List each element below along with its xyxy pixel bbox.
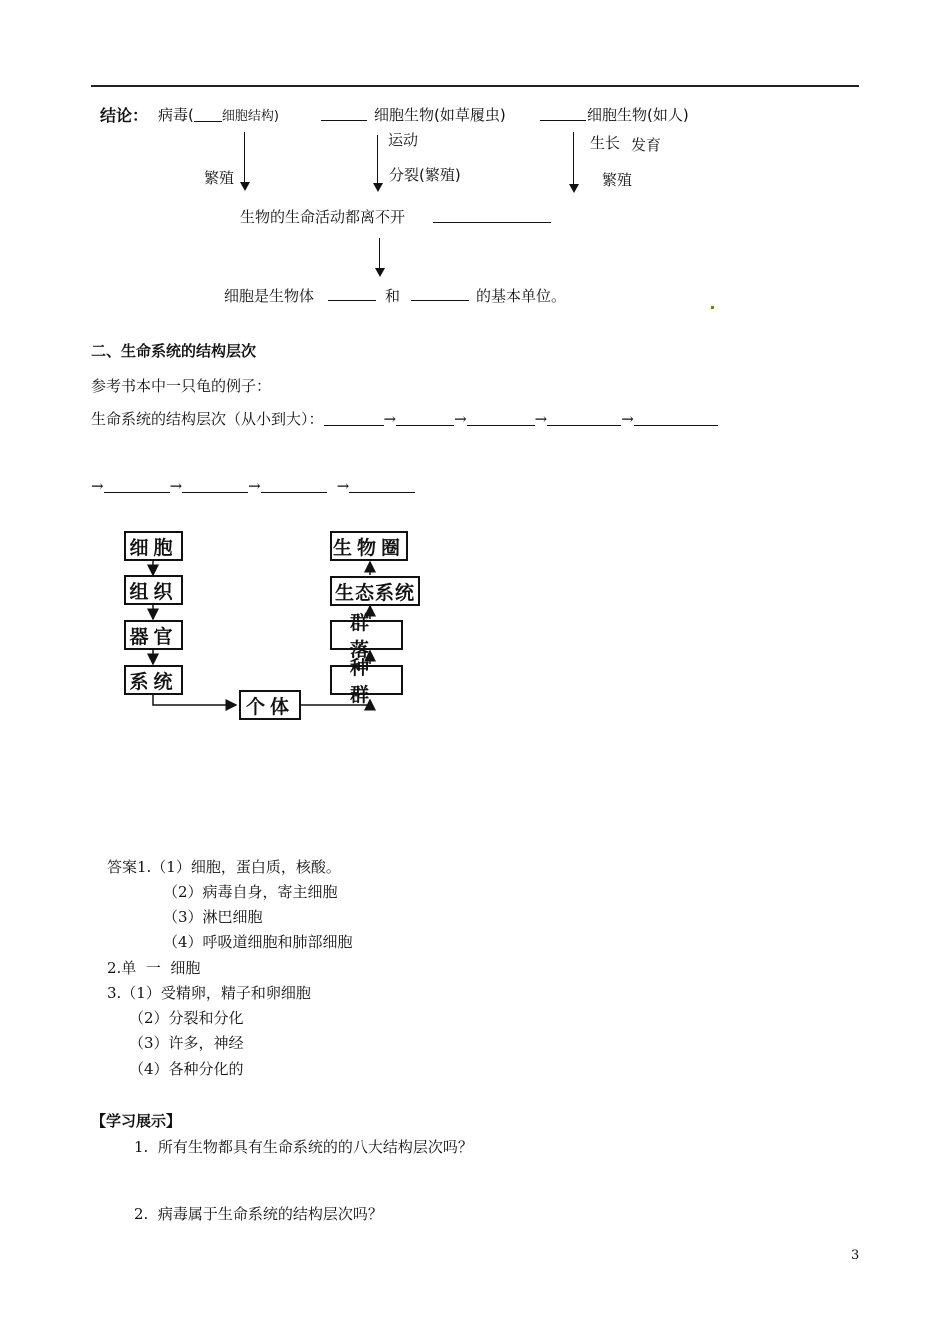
box-ecosystem: 生态系统 (330, 576, 420, 606)
answer-1-1: 答案1.（1）细胞，蛋白质，核酸。 (107, 858, 341, 876)
single-cell-label: 细胞生物(如草履虫) (374, 106, 506, 124)
levels-label: 生命系统的结构层次（从小到大）： (91, 410, 324, 428)
page-number: 3 (851, 1248, 860, 1263)
life-activity-label: 生物的生命活动都离不开 (240, 208, 406, 226)
box-cell: 细胞 (124, 531, 183, 561)
answer-3-3: （3）许多，神经 (129, 1034, 244, 1052)
box-system: 系统 (124, 665, 183, 695)
answer-1-3: （3）淋巴细胞 (163, 908, 263, 926)
answer-3-4: （4）各种分化的 (129, 1060, 244, 1078)
reproduce-virus-label: 繁殖 (204, 169, 235, 187)
basic-unit-label: 的基本单位。 (476, 287, 567, 305)
reproduce-human-label: 繁殖 (602, 171, 633, 189)
section2-heading: 二、生命系统的结构层次 (91, 342, 257, 360)
virus-label: 病毒( 细胞结构) (158, 106, 279, 124)
levels-line-2: → → → → (91, 476, 415, 495)
division-label: 分裂(繁殖) (389, 166, 461, 184)
study-question-2: 2. 病毒属于生命系统的结构层次吗？ (134, 1205, 383, 1223)
growth-label: 生长 (590, 134, 621, 152)
answer-3-1: 3.（1）受精卵，精子和卵细胞 (107, 984, 311, 1002)
study-question-1: 1. 所有生物都具有生命系统的的八大结构层次吗？ (134, 1138, 473, 1156)
levels-line-1: 生命系统的结构层次（从小到大）： → → → → (91, 408, 718, 429)
development-label: 发育 (631, 136, 662, 154)
box-community: 群落 (330, 620, 403, 650)
answer-1-2: （2）病毒自身，寄主细胞 (163, 883, 338, 901)
study-heading: 【学习展示】 (91, 1112, 182, 1130)
box-population: 种群 (330, 665, 403, 695)
and-label: 和 (385, 287, 401, 305)
movement-label: 运动 (388, 131, 419, 149)
answer-2: 2.单 一 细胞 (107, 959, 201, 977)
multi-cell-label: 细胞生物(如人) (587, 106, 689, 124)
cell-is-label: 细胞是生物体 (224, 287, 315, 305)
answer-3-2: （2）分裂和分化 (129, 1009, 244, 1027)
box-organ: 器官 (124, 620, 183, 650)
reference-line: 参考书本中一只龟的例子： (91, 377, 272, 395)
conclusion-label: 结论： (100, 106, 149, 125)
box-tissue: 组织 (124, 575, 183, 605)
box-individual: 个体 (239, 690, 301, 720)
answer-1-4: （4）呼吸道细胞和肺部细胞 (163, 933, 353, 951)
box-biosphere: 生物圈 (330, 531, 408, 561)
